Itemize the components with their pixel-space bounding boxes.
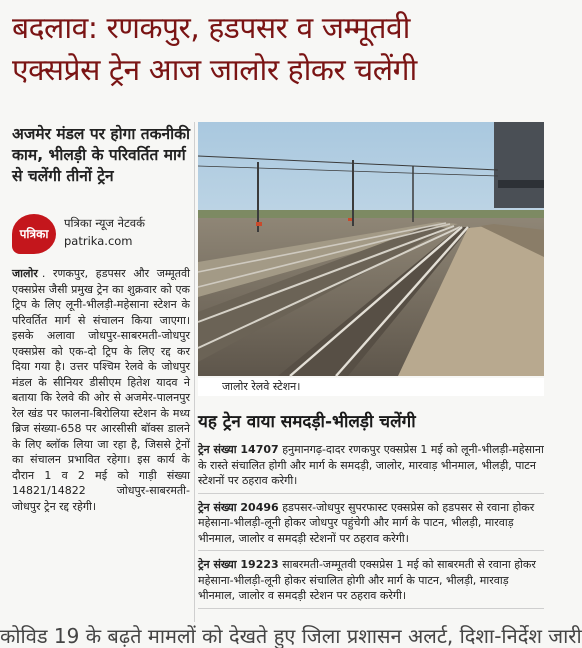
train-number: ट्रेन संख्या 20496 <box>198 500 279 514</box>
article-body <box>12 266 190 622</box>
article-dateline: जालोर <box>12 267 38 280</box>
article-headline <box>12 8 544 92</box>
photo-caption: जालोर रेलवे स्टेशन। <box>198 378 544 396</box>
train-route-list <box>198 442 544 622</box>
train-item <box>198 500 544 552</box>
section-heading: यह ट्रेन वाया समदड़ी-भीलड़ी चलेंगी <box>198 412 416 432</box>
train-number: ट्रेन संख्या 14707 <box>198 443 279 456</box>
article-subheading: अजमेर मंडल पर होगा तकनीकी काम, भीलड़ी के परिवर्तित मार्ग से चलेंगी तीनों ट्रेन <box>12 125 191 185</box>
source-text <box>64 214 145 250</box>
source-credit <box>12 212 190 258</box>
train-number: ट्रेन संख्या 19223 <box>198 558 279 571</box>
source-network: पत्रिका न्यूज नेटवर्क <box>64 216 145 230</box>
headline-line-2: एक्सप्रेस ट्रेन आज जालोर होकर चलेंगी <box>12 53 417 88</box>
railway-station-photo <box>198 122 544 376</box>
next-article-headline-cropped: कोविड 19 के बढ़ते मामलों को देखते हुए जिला प्रशासन अलर्ट, दिशा-निर्देश जारी <box>0 624 582 648</box>
train-details: हनुमानगढ़-दादर रणकपुर एक्सप्रेस 1 मई को लूनी-भीलड़ी-महेसाना के रास्ते संचालित होगी और मार्ग के समदड़ी, जालोर, मारवाड़ भीनमाल, भीलड़ी, पाटन स्टेशनों पर ठहराव करेगी। <box>198 443 544 487</box>
column-divider <box>194 122 195 622</box>
railway-station-illustration <box>198 122 544 376</box>
patrika-logo: पत्रिका <box>12 214 56 254</box>
source-site-link[interactable]: patrika.com <box>64 234 133 248</box>
train-item <box>198 557 544 609</box>
article-body-text: . रणकपुर, हडपसर और जम्मूतवी एक्सप्रेस जैसी प्रमुख ट्रेन का शुक्रवार को एक ट्रिप के लिए लूनी-भीलड़ी-महेसाना स्टेशन के परिवर्तित मार्ग से संचालन किया जाएगा। इसके अलावा जोधपुर-साबरमती-जोधपुर एक्सप्रेस को एक-दो ट्रिप के लिए रद्द कर दिया गया है। उत्तर पश्चिम रेलवे के जोधपुर मंडल के सीनियर डीसीएम हितेश यादव ने बताया कि रेलवे की ओर से अजमेर-पालनपुर रेल खंड पर फालना-बिरोलिया स्टेशन के मध्य ब्रिज संख्या-658 पर आरसीसी बॉक्स डालने के लिए ब्लॉक लिया जा रहा है, जिससे ट्रेनों का संचालन प्रभावित रहेगा। इस कार्य के दौरान 1 व 2 मई को गाड़ी संख्या 14821/14822 जोधपुर-साबरमती-जोधपुर ट्रेन रद्द रहेगी। <box>12 267 190 513</box>
train-details: हडपसर-जोधपुर सुपरफास्ट एक्सप्रेस को हडपसर से रवाना होकर महेसाना-भीलड़ी-लूनी होकर जोधपुर पहुंचेगी और मार्ग के पाटन, भीलड़ी, मारवाड़ भीनमाल, जालोर व समदड़ी स्टेशनों पर ठहराव करेगी। <box>198 500 535 545</box>
headline-line-1: बदलाव: रणकपुर, हडपसर व जम्मूतवी <box>12 11 410 46</box>
train-item <box>198 442 544 494</box>
train-details: साबरमती-जम्मूतवी एक्सप्रेस 1 मई को साबरमती से रवाना होकर महेसाना-भीलड़ी-लूनी होकर संचालित होगी और मार्ग के पाटन, भीलड़ी, मारवाड़ भीनमाल, जालोर व समदड़ी स्टेशन पर ठहराव करेगी। <box>198 558 536 602</box>
